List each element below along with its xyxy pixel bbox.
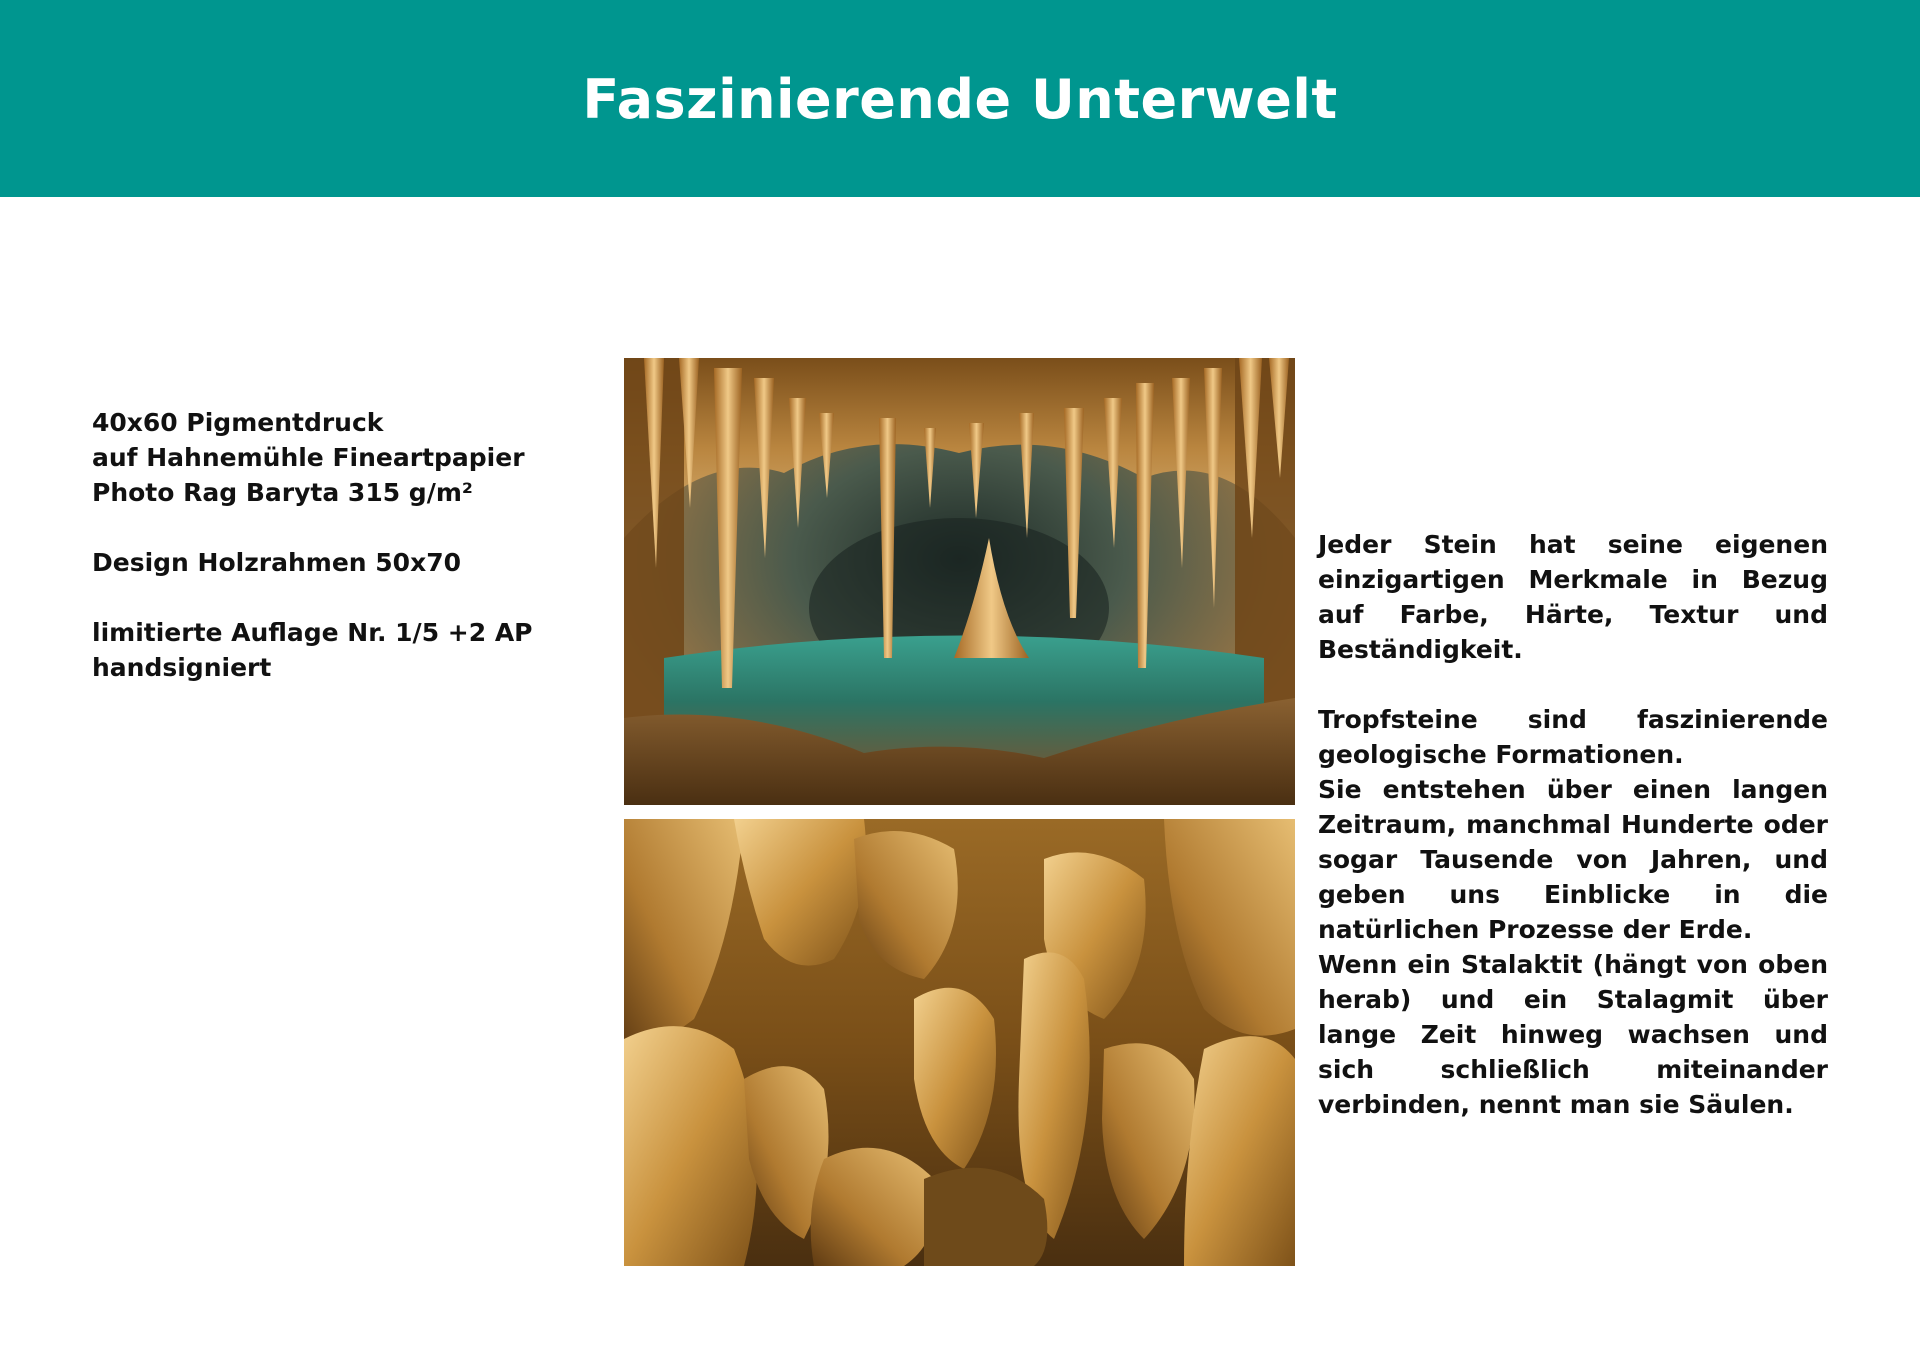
description-text	[1318, 527, 1828, 1122]
header-banner	[0, 0, 1920, 197]
print-specifications	[92, 405, 562, 685]
stalagmite-photo	[624, 819, 1295, 1266]
cave-lake-photo	[624, 358, 1295, 805]
spec-edition-line-2: handsigniert	[92, 653, 272, 682]
spec-edition-line-1: limitierte Auflage Nr. 1/5 +2 AP	[92, 618, 533, 647]
spec-frame: Design Holzrahmen 50x70	[92, 548, 461, 577]
description-paragraph-1: Jeder Stein hat seine eigenen einzigartigen Merkmale in Bezug auf Farbe, Härte, Textur und Beständigkeit.	[1318, 530, 1828, 664]
description-paragraph-2: Tropfsteine sind faszinierende geologische Formationen.	[1318, 705, 1828, 769]
spec-print-line-3: Photo Rag Baryta 315 g/m²	[92, 478, 473, 507]
description-paragraph-4: Wenn ein Stalaktit (hängt von oben herab) und ein Stalagmit über lange Zeit hinweg wachsen und sich schließlich miteinander verbinden, nennt man sie Säulen.	[1318, 950, 1828, 1119]
page-title: Faszinierende Unterwelt	[582, 68, 1338, 131]
spec-print-line-2: auf Hahnemühle Fineartpapier	[92, 443, 525, 472]
stalagmite-illustration	[624, 819, 1295, 1266]
cave-lake-illustration	[624, 358, 1295, 805]
spec-print-line-1: 40x60 Pigmentdruck	[92, 408, 384, 437]
description-paragraph-3: Sie entstehen über einen langen Zeitraum, manchmal Hunderte oder sogar Tausende von Jahren, und geben uns Einblicke in die natürlichen Prozesse der Erde.	[1318, 775, 1828, 944]
